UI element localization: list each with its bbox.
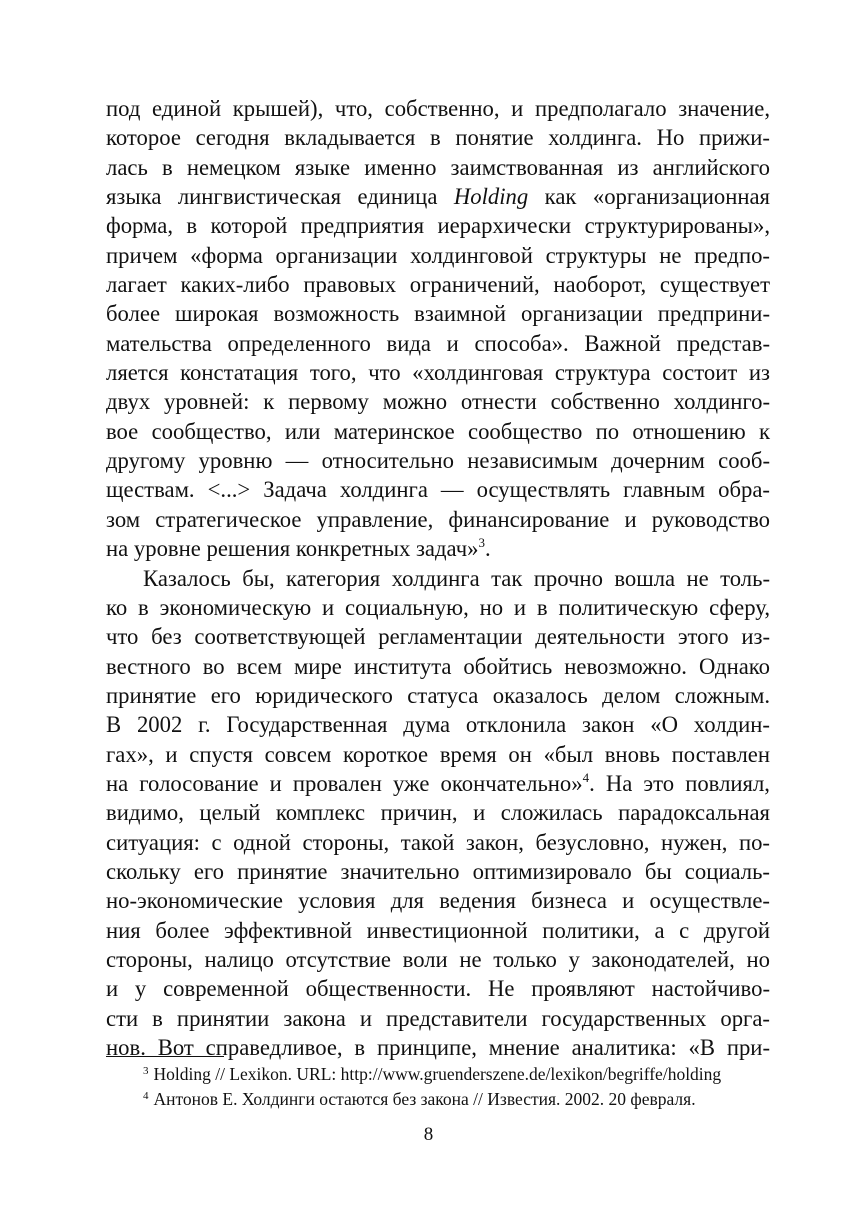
text-line: лагает каких-либо правовых ограничений, наоборот, существует [106,272,770,298]
footnote-number: 4 [143,1090,149,1102]
text-line: сти в принятии закона и представители государственных орга- [106,1005,770,1031]
text-line: лась в немецком языке именно заимствованная из английского [106,154,770,180]
body-text [106,94,770,1062]
footnote-text: Holding // Lexikon. URL: http://www.gruenderszene.de/lexikon/begriffe/holding [153,1064,722,1084]
text-line: вестного во всем мире института обойтись невозможно. Однако [106,653,770,679]
text-line: но-экономические условия для ведения бизнеса и осуществле- [106,888,770,914]
footnote-4 [143,1088,773,1110]
text-line: стороны, налицо отсутствие воли не только у законодателей, но [106,946,770,972]
text-line: гах», и спустя совсем короткое время он «был вновь поставлен [106,741,770,767]
text-line: более широкая возможность взаимной организации предприни- [106,301,770,327]
text-line: под единой крышей), что, собственно, и предполагало значение, [106,96,770,121]
paragraph-start: Казалось бы, категория холдинга так прочно вошла не толь- [143,565,770,591]
footnote-number: 3 [143,1065,149,1077]
text-line: ществам. <...> Задача холдинга — осуществлять главным обра- [106,477,770,503]
footnote-ref-3: 3 [478,535,485,551]
text-line: ляется констатация того, что «холдинговая структура состоит из [106,360,770,386]
page-number: 8 [423,1124,434,1145]
footnote-3 [143,1063,773,1085]
text-line: что без соответствующей регламентации деятельности этого из- [106,624,770,650]
holding-term: Holding [453,184,529,210]
text-line: нов. Вот справедливое, в принципе, мнение аналитика: «В при- [106,1035,770,1060]
footnote-divider [106,1056,224,1057]
text-line: которое сегодня вкладывается в понятие холдинга. Но прижи- [106,125,770,151]
text-line: двух уровней: к первому можно отнести собственно холдинго- [106,389,770,415]
text-line: ситуация: с одной стороны, такой закон, безусловно, нужен, по- [106,829,770,855]
text-line: ко в экономическую и социальную, но и в политическую сферу, [106,594,770,620]
text-line: на голосование и провален уже окончательно»$^4$. На это повлиял, [106,769,770,796]
text-line: принятие его юридического статуса оказалось делом сложным. [106,682,770,708]
text-line: мательства определенного вида и способа». Важной представ- [106,330,770,356]
text-line: ния более эффективной инвестиционной политики, а с другой [106,917,770,943]
footnote-text: Антонов Е. Холдинги остаются без закона // Известия. 2002. 20 февраля. [153,1089,696,1109]
text-line: видимо, целый комплекс причин, и сложилась парадоксальная [106,800,770,826]
footnote-ref-4: 4 [582,769,590,785]
text-line: причем «форма организации холдинговой структуры не предпо- [106,242,770,268]
text-line: В 2002 г. Государственная дума отклонила закон «О холдин- [106,712,770,738]
text-line: вое сообщество, или материнское сообщество по отношению к [106,418,770,444]
text-line: и у современной общественности. Не проявляют настойчиво- [106,976,770,1002]
text-line: форма, в которой предприятия иерархически структурированы», [106,213,770,239]
text-line: зом стратегическое управление, финансирование и руководство [106,506,770,532]
text-line: скольку его принятие значительно оптимизировало бы социаль- [106,858,770,884]
text-line: на уровне решения конкретных задач»$^3$. [106,535,491,562]
text-line: языка лингвистическая единица Holding как «организационная [106,184,770,210]
text-line: другому уровню — относительно независимым дочерним сооб- [106,448,770,474]
